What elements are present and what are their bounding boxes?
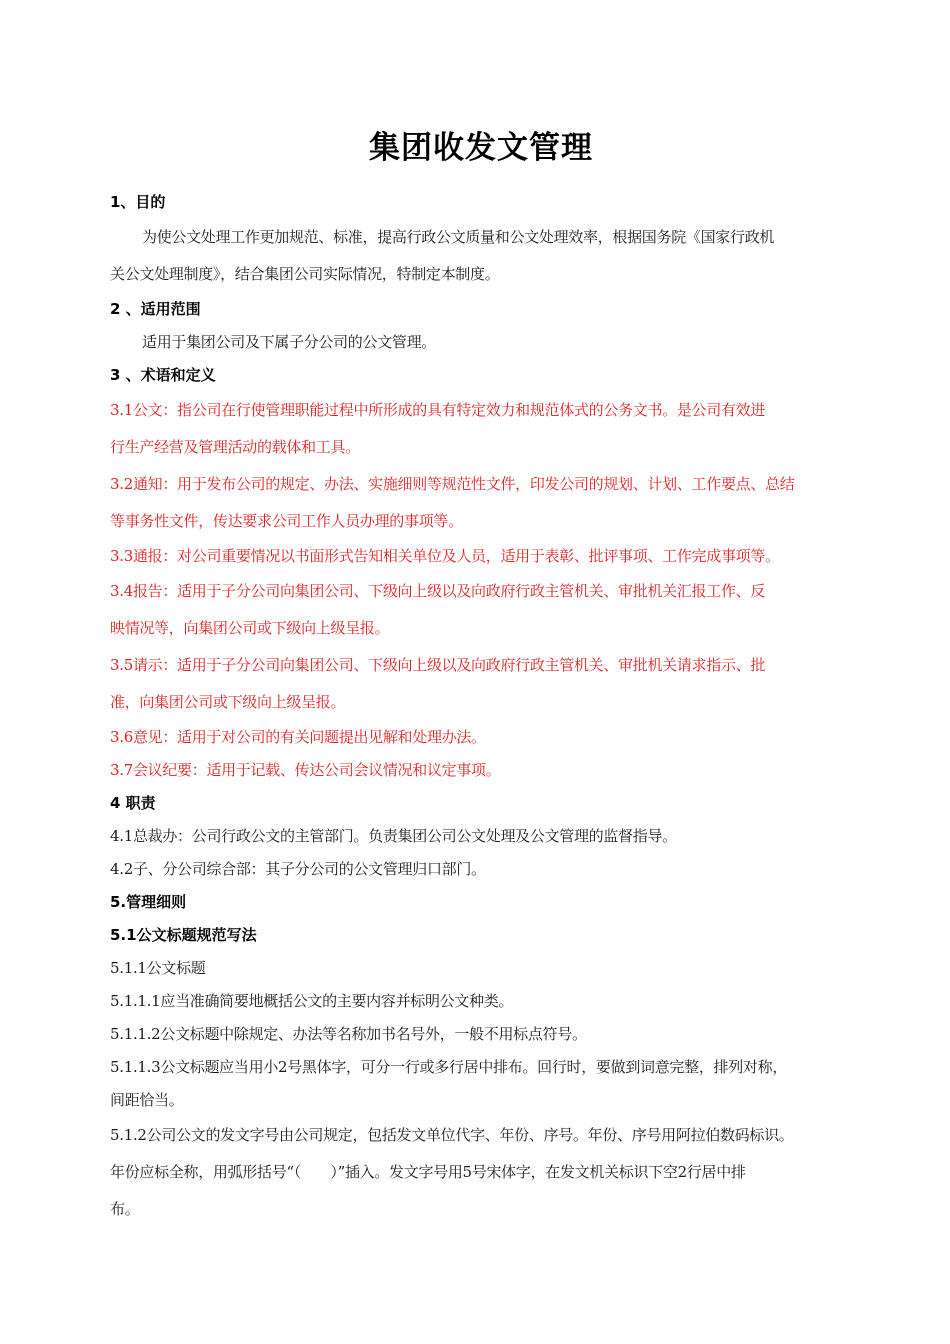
paragraph-line: 5.1.2公司公文的发文字号由公司规定，包括发文单位代字、年份、序号。年份、序号用阿拉伯数码标识。: [110, 1126, 794, 1144]
document-body: [110, 186, 852, 1228]
paragraph-line: 4.2子、分公司综合部：其子分公司的公文管理归口部门。: [110, 860, 486, 878]
paragraph-line: 关公文处理制度》，结合集团公司实际情况，特制定本制度。: [110, 265, 500, 283]
section-heading: 4 职责: [110, 794, 156, 812]
paragraph-line: 行生产经营及管理活动的载体和工具。: [110, 438, 360, 456]
paragraph-line: 3.3通报：对公司重要情况以书面形式告知相关单位及人员，适用于表彰、批评事项、工作完成事项等。: [110, 547, 780, 565]
section-heading: 5.管理细则: [110, 893, 187, 911]
paragraph-line: 3.4报告：适用于子分公司向集团公司、下级向上级以及向政府行政主管机关、审批机关汇报工作、反: [110, 582, 766, 600]
paragraph-line: 为使公文处理工作更加规范、标准，提高行政公文质量和公文处理效率，根据国务院《国家行政机: [142, 228, 775, 246]
paragraph-line: 5.1.1.1应当准确简要地概括公文的主要内容并标明公文种类。: [110, 992, 514, 1010]
paragraph-line: 5.1.1.2公文标题中除规定、办法等名称加书名号外，一般不用标点符号。: [110, 1025, 587, 1043]
section-heading: 1、目的: [110, 193, 166, 211]
document-title: 集团收发文管理: [369, 130, 593, 166]
section-heading: 5.1公文标题规范写法: [110, 926, 257, 944]
paragraph-line: 布。: [110, 1200, 140, 1218]
paragraph-line: 映情况等，向集团公司或下级向上级呈报。: [110, 619, 390, 637]
paragraph-line: 3.6意见：适用于对公司的有关问题提出见解和处理办法。: [110, 728, 486, 746]
paragraph-line: 3.1公文：指公司在行使管理职能过程中所形成的具有特定效力和规范体式的公务文书。是公司有效进: [110, 401, 766, 419]
paragraph-line: 3.5请示：适用于子分公司向集团公司、下级向上级以及向政府行政主管机关、审批机关请求指示、批: [110, 656, 766, 674]
paragraph-line: 等事务性文件，传达要求公司工作人员办理的事项等。: [110, 512, 463, 530]
paragraph-line: 4.1总裁办：公司行政公文的主管部门。负责集团公司公文处理及公文管理的监督指导。: [110, 827, 677, 845]
section-heading: 2 、适用范围: [110, 300, 201, 318]
paragraph-line: 准，向集团公司或下级向上级呈报。: [110, 693, 346, 711]
paragraph-line: 3.2通知：用于发布公司的规定、办法、实施细则等规范性文件，印发公司的规划、计划、工作要点、总结: [110, 475, 795, 493]
paragraph-line: 年份应标全称，用弧形括号“（ ）”插入。发文字号用5号宋体字，在发文机关标识下空2行居中排: [110, 1163, 746, 1181]
paragraph-line: 5.1.1公文标题: [110, 959, 206, 977]
section-heading: 3 、术语和定义: [110, 366, 216, 384]
paragraph-line: 5.1.1.3公文标题应当用小2号黑体字，可分一行或多行居中排布。回行时，要做到词意完整，排列对称，: [110, 1058, 788, 1076]
paragraph-line: 适用于集团公司及下属子分公司的公文管理。: [142, 333, 437, 351]
paragraph-line: 3.7会议纪要：适用于记载、传达公司会议情况和议定事项。: [110, 761, 501, 779]
paragraph-line: 间距恰当。: [110, 1091, 184, 1109]
